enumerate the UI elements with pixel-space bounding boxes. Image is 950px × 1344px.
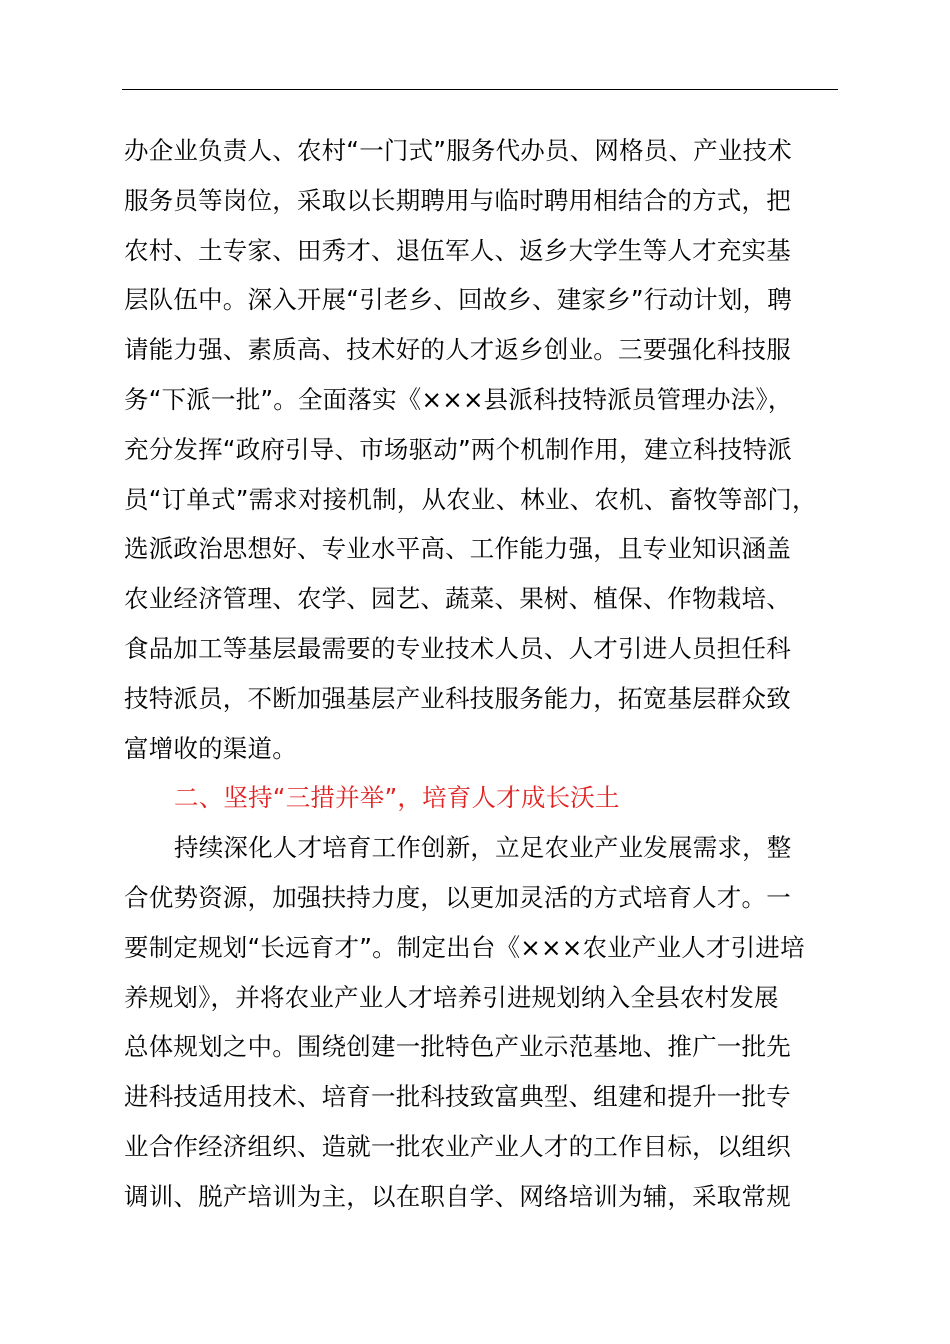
paragraph-line: 选派政治思想好、专业水平高、工作能力强，且专业知识涵盖 [124, 534, 791, 564]
paragraph-line: 富增收的渠道。 [124, 733, 297, 763]
paragraph-line: 技特派员，不断加强基层产业科技服务能力，拓宽基层群众致 [124, 683, 791, 713]
paragraph-line: 业合作经济组织、造就一批农业产业人才的工作目标，以组织 [124, 1131, 791, 1161]
paragraph-line: 持续深化人才培育工作创新，立足农业产业发展需求，整 [174, 833, 792, 863]
paragraph-line: 请能力强、素质高、技术好的人才返乡创业。三要强化科技服 [124, 335, 791, 365]
paragraph-line: 充分发挥“政府引导、市场驱动”两个机制作用，建立科技特派 [124, 434, 792, 464]
header-rule [122, 89, 838, 90]
paragraph-line: 要制定规划“长远育才”。制定出台《×××农业产业人才引进培 [124, 932, 805, 962]
document-body [124, 126, 864, 1222]
paragraph-line: 务“下派一批”。全面落实《×××县派科技特派员管理办法》， [124, 384, 793, 414]
paragraph-line: 养规划》，并将农业产业人才培养引进规划纳入全县农村发展 [124, 982, 779, 1012]
paragraph-line: 农村、土专家、田秀才、退伍军人、返乡大学生等人才充实基 [124, 235, 791, 265]
paragraph-line: 服务员等岗位，采取以长期聘用与临时聘用相结合的方式，把 [124, 185, 791, 215]
paragraph-line: 合优势资源，加强扶持力度，以更加灵活的方式培育人才。一 [124, 882, 791, 912]
paragraph-line: 食品加工等基层最需要的专业技术人员、人才引进人员担任科 [124, 633, 791, 663]
paragraph-line: 农业经济管理、农学、园艺、蔬菜、果树、植保、作物栽培、 [124, 584, 791, 614]
paragraph-line: 调训、脱产培训为主，以在职自学、网络培训为辅，采取常规 [124, 1181, 791, 1211]
paragraph-line: 层队伍中。深入开展“引老乡、回故乡、建家乡”行动计划，聘 [124, 285, 792, 315]
paragraph-line: 办企业负责人、农村“一门式”服务代办员、网格员、产业技术 [124, 136, 792, 165]
paragraph-line: 总体规划之中。围绕创建一批特色产业示范基地、推广一批先 [124, 1032, 791, 1062]
section-heading: 二、坚持“三措并举”，培育人才成长沃土 [174, 783, 620, 813]
paragraph-line: 员“订单式”需求对接机制，从农业、林业、农机、畜牧等部门， [124, 484, 817, 514]
paragraph-line: 进科技适用技术、培育一批科技致富典型、组建和提升一批专 [124, 1082, 791, 1112]
